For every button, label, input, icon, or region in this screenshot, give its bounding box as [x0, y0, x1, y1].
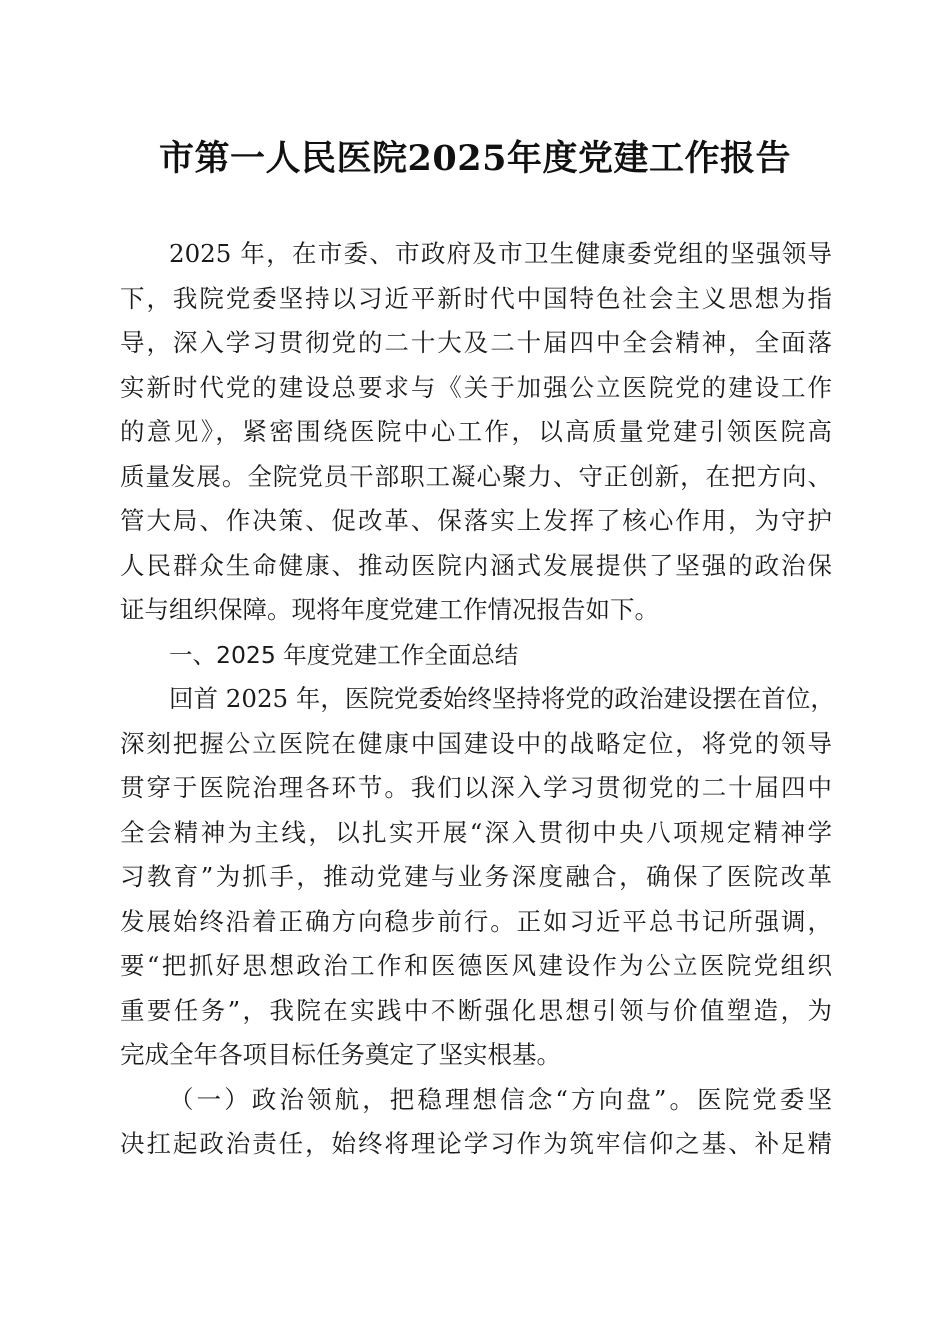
summary-line-6: 发展始终沿着正确方向稳步前行。正如习近平总书记所强调， — [120, 906, 832, 936]
subsection-paragraph — [120, 1078, 832, 1167]
section-heading — [120, 633, 832, 678]
summary-line-1: 回首 2025 年，医院党委始终坚持将党的政治建设摆在首位， — [169, 684, 835, 713]
intro-paragraph — [120, 232, 832, 633]
intro-line-2: 下，我院党委坚持以习近平新时代中国特色社会主义思想为指 — [120, 283, 832, 313]
intro-line-4: 实新时代党的建设总要求与《关于加强公立医院党的建设工作 — [120, 372, 832, 402]
intro-line-9: 证与组织保障。现将年度党建工作情况报告如下。 — [120, 595, 659, 624]
intro-line-3: 导，深入学习贯彻党的二十大及二十届四中全会精神，全面落 — [120, 328, 832, 357]
intro-line-8: 人民群众生命健康、推动医院内涵式发展提供了坚强的政治保 — [120, 550, 832, 580]
summary-line-5: 习教育”为抓手，推动党建与业务深度融合，确保了医院改革 — [120, 862, 832, 891]
document-body — [120, 232, 835, 1167]
subsection-line-1: （一）政治领航，把稳理想信念“方向盘”。医院党委坚 — [169, 1084, 832, 1114]
summary-line-3: 贯穿于医院治理各环节。我们以深入学习贯彻党的二十届四中 — [120, 773, 832, 802]
summary-line-8: 重要任务”，我院在实践中不断强化思想引领与价值塑造，为 — [120, 995, 832, 1025]
summary-line-7: 要“把抓好思想政治工作和医德医风建设作为公立医院党组织 — [120, 951, 832, 980]
intro-line-5: 的意见》，紧密围绕医院中心工作，以高质量党建引领医院高 — [120, 417, 832, 446]
intro-line-7: 管大局、作决策、促改革、保落实上发挥了核心作用，为守护 — [120, 506, 832, 535]
section-heading-text: 一、2025 年度党建工作全面总结 — [169, 640, 519, 669]
intro-line-6: 质量发展。全院党员干部职工凝心聚力、守正创新，在把方向、 — [120, 461, 832, 491]
summary-paragraph — [120, 677, 835, 1078]
summary-line-9: 完成全年各项目标任务奠定了坚实根基。 — [120, 1040, 561, 1069]
intro-line-1: 2025 年，在市委、市政府及市卫生健康委党组的坚强领导 — [169, 239, 832, 268]
summary-line-2: 深刻把握公立医院在健康中国建设中的战略定位，将党的领导 — [120, 728, 832, 758]
subsection-line-2: 决扛起政治责任，始终将理论学习作为筑牢信仰之基、补足精 — [120, 1129, 832, 1158]
document-title: 市第一人民医院2025年度党建工作报告 — [159, 138, 791, 179]
summary-line-4: 全会精神为主线，以扎实开展“深入贯彻中央八项规定精神学 — [120, 817, 832, 847]
